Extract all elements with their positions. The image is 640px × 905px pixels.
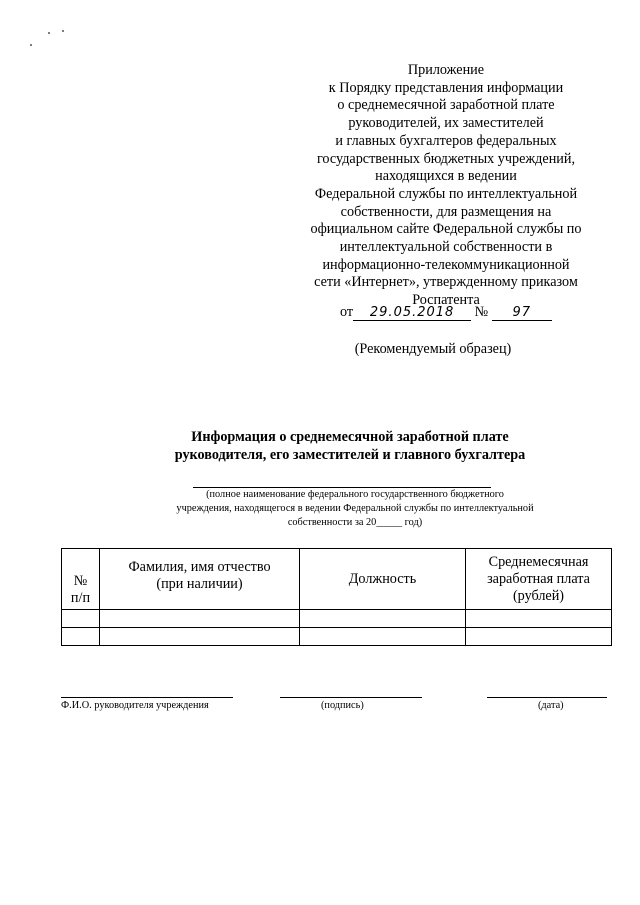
header-full-name-line: (при наличии) [156, 576, 243, 592]
table-cell[interactable] [300, 610, 466, 628]
header-salary-line: (рублей) [512, 587, 565, 604]
header-salary-line: Среднемесячная [488, 553, 589, 570]
header-full-name [100, 549, 300, 610]
header-position [300, 549, 466, 610]
institution-caption-line: (полное наименование федерального государственного бюджетного [206, 489, 504, 500]
table-header-row [62, 549, 612, 610]
appendix-line: собственности, для размещения на [340, 203, 552, 220]
scan-speck [48, 32, 50, 34]
header-position-label: Должность [348, 570, 417, 587]
appendix-line: к Порядку представления информации [328, 79, 564, 96]
appendix-line: государственных бюджетных учреждений, [316, 150, 576, 167]
order-from-prefix: от [340, 304, 354, 320]
head-name-caption: Ф.И.О. руководителя учреждения [61, 700, 209, 711]
order-reference [340, 304, 590, 321]
institution-caption-line: собственности за 20_____ год) [287, 517, 423, 529]
appendix-line: информационно-телекоммуникационной [322, 256, 570, 273]
header-number-pp: п/п [70, 590, 91, 606]
order-number-sign: № [474, 304, 489, 320]
institution-caption [135, 488, 575, 531]
table-cell[interactable] [100, 610, 300, 628]
title-line-2: руководителя, его заместителей и главного бухгалтера [174, 447, 526, 463]
institution-caption-line: учреждения, находящегося в ведении Федеральной службы по интеллектуальной [176, 503, 534, 515]
signature-caption: (подпись) [321, 700, 364, 711]
appendix-line: сети «Интернет», утвержденному приказом [314, 274, 578, 291]
table-cell[interactable] [466, 628, 612, 646]
appendix-line: Федеральной службы по интеллектуальной [314, 185, 578, 202]
appendix-line: руководителей, их заместителей [348, 115, 544, 132]
order-number-handwritten: 97 [492, 305, 552, 321]
table-cell[interactable] [100, 628, 300, 646]
appendix-line: и главных бухгалтеров федеральных [335, 132, 557, 149]
document-title [140, 428, 560, 464]
appendix-block [296, 62, 596, 310]
header-number-sign: № [73, 573, 88, 589]
order-date-handwritten: 29.05.2018 [353, 305, 471, 321]
header-number [62, 549, 100, 610]
sample-label: (Рекомендуемый образец) [354, 341, 512, 357]
table-cell[interactable] [300, 628, 466, 646]
scan-speck [62, 30, 64, 32]
table-cell[interactable] [466, 610, 612, 628]
header-salary [466, 549, 612, 610]
header-salary-line: заработная плата [487, 570, 590, 587]
appendix-line: Приложение [407, 62, 485, 78]
salary-table [61, 548, 612, 646]
appendix-line: о среднемесячной заработной плате [337, 97, 555, 114]
appendix-line: Роспатента [412, 292, 480, 309]
appendix-line: находящихся в ведении [375, 168, 517, 185]
appendix-line: интеллектуальной собственности в [339, 239, 553, 256]
table-cell[interactable] [62, 610, 100, 628]
table-row [62, 610, 612, 628]
header-full-name-line: Фамилия, имя отчество [128, 559, 271, 575]
table-row [62, 628, 612, 646]
date-caption: (дата) [538, 700, 564, 711]
scan-speck [30, 44, 32, 46]
table-cell[interactable] [62, 628, 100, 646]
title-line-1: Информация о среднемесячной заработной плате [191, 429, 509, 445]
date-line [487, 697, 607, 698]
signature-line [280, 697, 422, 698]
appendix-line: официальном сайте Федеральной службы по [310, 221, 582, 238]
head-name-signature-line [61, 697, 233, 698]
